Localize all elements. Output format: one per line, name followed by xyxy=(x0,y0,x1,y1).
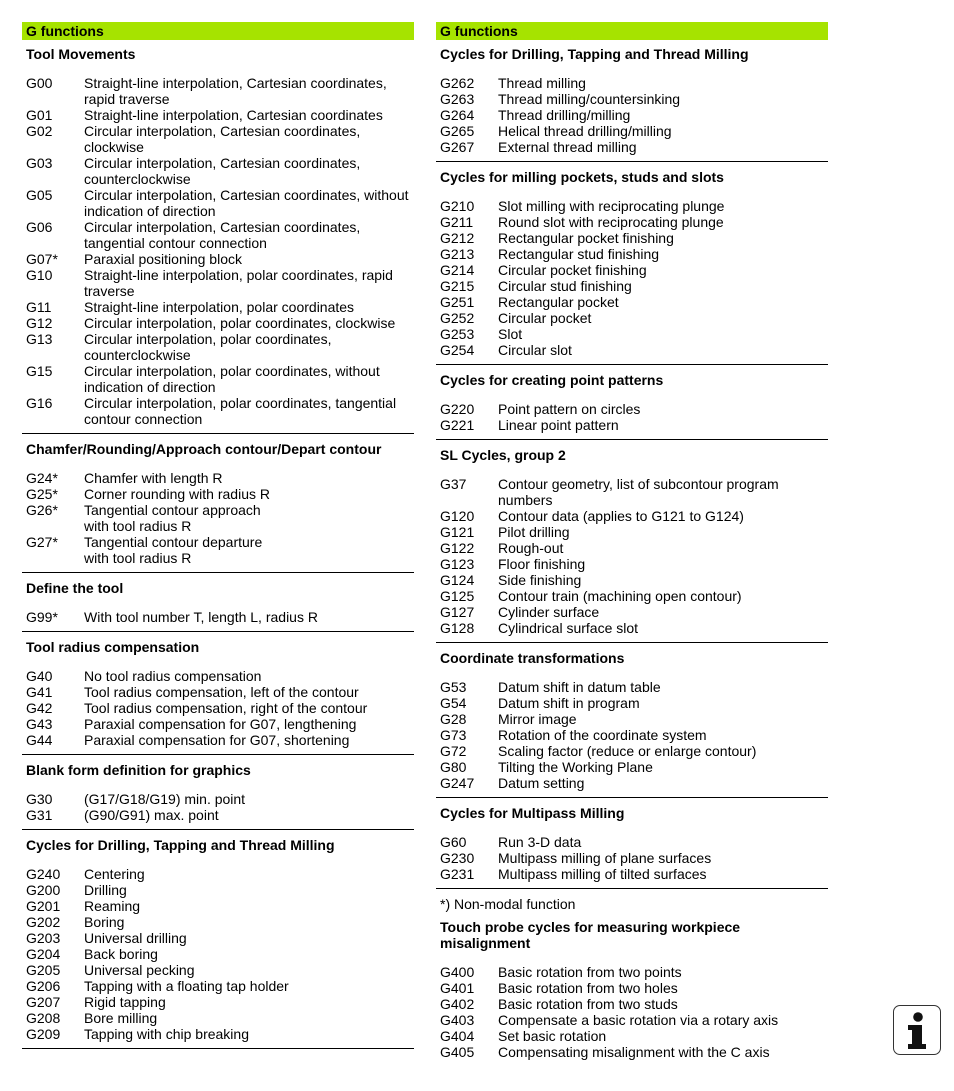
section-title: Define the tool xyxy=(26,580,124,596)
section-title: Tool Movements xyxy=(26,46,136,62)
function-row xyxy=(440,588,828,604)
function-row xyxy=(440,230,828,246)
section xyxy=(436,643,828,798)
section-body xyxy=(22,62,414,427)
g-code: G15 xyxy=(26,363,53,379)
g-code: G404 xyxy=(440,1028,475,1044)
g-code: G405 xyxy=(440,1044,475,1060)
g-code-description: Tool radius compensation, right of the contour xyxy=(84,700,368,716)
function-row xyxy=(26,75,414,107)
g-code-description: Circular pocket xyxy=(498,310,592,326)
function-row xyxy=(440,107,828,123)
section-title: Cycles for creating point patterns xyxy=(440,372,664,388)
function-row xyxy=(440,759,828,775)
section-title: SL Cycles, group 2 xyxy=(440,447,566,463)
right-column xyxy=(436,22,828,1060)
g-code: G203 xyxy=(26,930,61,946)
g-code-description: No tool radius compensation xyxy=(84,668,262,684)
function-row xyxy=(26,155,414,187)
g-code: G231 xyxy=(440,866,475,882)
function-row xyxy=(440,679,828,695)
section-title: Touch probe cycles for measuring workpiece misalignment xyxy=(440,919,741,951)
g-code: G12 xyxy=(26,315,53,331)
g-code-description: Thread milling/countersinking xyxy=(498,91,681,107)
g-code-description: Rigid tapping xyxy=(84,994,166,1010)
g-code: G31 xyxy=(26,807,53,823)
function-row xyxy=(26,668,414,684)
g-code-description: Corner rounding with radius R xyxy=(84,486,270,502)
section-title: Cycles for Multipass Milling xyxy=(440,805,625,821)
g-code: G120 xyxy=(440,508,475,524)
g-code-description: Side finishing xyxy=(498,572,582,588)
function-row xyxy=(26,331,414,363)
function-row xyxy=(26,315,414,331)
section-title: Cycles for milling pockets, studs and slots xyxy=(440,169,724,185)
g-code-description: Straight-line interpolation, polar coordinates, rapid traverse xyxy=(84,267,393,299)
g-code-description: Slot milling with reciprocating plunge xyxy=(498,198,725,214)
g-code: G208 xyxy=(26,1010,61,1026)
function-row xyxy=(26,930,414,946)
section xyxy=(436,798,828,889)
function-row xyxy=(440,342,828,358)
g-code-description: Straight-line interpolation, Cartesian coordinates xyxy=(84,107,383,123)
function-row xyxy=(26,962,414,978)
section xyxy=(22,830,414,1049)
g-code-description: Cylinder surface xyxy=(498,604,600,620)
g-code-description: Universal pecking xyxy=(84,962,195,978)
g-code: G127 xyxy=(440,604,475,620)
g-code: G121 xyxy=(440,524,475,540)
section-body xyxy=(436,463,828,636)
g-code: G204 xyxy=(26,946,61,962)
g-code-description: (G17/G18/G19) min. point xyxy=(84,791,246,807)
g-code-description: Circular interpolation, Cartesian coordinates, without indication of direction xyxy=(84,187,409,219)
g-code-description: Bore milling xyxy=(84,1010,158,1026)
g-code: G27* xyxy=(26,534,58,550)
section-body xyxy=(22,778,414,823)
section xyxy=(436,440,828,643)
function-row xyxy=(440,401,828,417)
g-code: G214 xyxy=(440,262,475,278)
g-code-description: Contour data (applies to G121 to G124) xyxy=(498,508,744,524)
g-code: G26* xyxy=(26,502,58,518)
g-code: G40 xyxy=(26,668,53,684)
g-code: G403 xyxy=(440,1012,475,1028)
left-column xyxy=(22,22,414,1049)
g-code: G37 xyxy=(440,476,467,492)
section-body xyxy=(436,951,828,1060)
function-row xyxy=(440,1012,828,1028)
function-row xyxy=(440,326,828,342)
section xyxy=(22,40,414,434)
function-row xyxy=(26,251,414,267)
section xyxy=(436,365,828,440)
g-code-description: Circular pocket finishing xyxy=(498,262,647,278)
g-code-description: Circular interpolation, polar coordinates, tangential contour connection xyxy=(84,395,397,427)
g-code-description: Tool radius compensation, left of the contour xyxy=(84,684,359,700)
g-code-description: Paraxial compensation for G07, shortening xyxy=(84,732,350,748)
g-code: G00 xyxy=(26,75,53,91)
g-code-description: Datum setting xyxy=(498,775,585,791)
g-code: G11 xyxy=(26,299,52,315)
g-code-description: Thread drilling/milling xyxy=(498,107,631,123)
function-row xyxy=(440,540,828,556)
function-row xyxy=(440,711,828,727)
section-body xyxy=(22,596,414,625)
function-row xyxy=(26,486,414,502)
section-title: Tool radius compensation xyxy=(26,639,200,655)
section-divider xyxy=(22,1048,414,1049)
g-code-description: Boring xyxy=(84,914,125,930)
g-code-description: Universal drilling xyxy=(84,930,187,946)
g-code: G252 xyxy=(440,310,475,326)
g-code-description: Circular interpolation, Cartesian coordinates, counterclockwise xyxy=(84,155,361,187)
g-code-description: Mirror image xyxy=(498,711,577,727)
function-row xyxy=(440,850,828,866)
function-row xyxy=(440,866,828,882)
g-code: G267 xyxy=(440,139,475,155)
g-code-description: Datum shift in datum table xyxy=(498,679,661,695)
g-code-description: Circular slot xyxy=(498,342,572,358)
function-row xyxy=(440,294,828,310)
g-code: G07* xyxy=(26,251,58,267)
column-header: G functions xyxy=(22,22,414,40)
function-row xyxy=(26,914,414,930)
g-code-description: Basic rotation from two holes xyxy=(498,980,678,996)
g-code: G125 xyxy=(440,588,475,604)
section-body xyxy=(436,388,828,433)
g-code: G54 xyxy=(440,695,467,711)
g-code-description: Datum shift in program xyxy=(498,695,640,711)
section-body xyxy=(436,821,828,882)
function-row xyxy=(26,470,414,486)
g-code-description: External thread milling xyxy=(498,139,637,155)
g-code: G06 xyxy=(26,219,53,235)
g-code: G128 xyxy=(440,620,475,636)
g-code-description: Cylindrical surface slot xyxy=(498,620,639,636)
g-code-description: Rectangular pocket xyxy=(498,294,619,310)
function-row xyxy=(26,219,414,251)
function-row xyxy=(440,572,828,588)
g-code: G207 xyxy=(26,994,61,1010)
g-code-description: Tapping with a floating tap holder xyxy=(84,978,289,994)
g-code: G220 xyxy=(440,401,475,417)
g-code: G213 xyxy=(440,246,475,262)
g-code-description: Compensating misalignment with the C axis xyxy=(498,1044,770,1060)
g-code: G401 xyxy=(440,980,475,996)
g-code-description: Circular interpolation, polar coordinates, clockwise xyxy=(84,315,396,331)
function-row xyxy=(440,508,828,524)
g-code: G122 xyxy=(440,540,475,556)
g-code-description: Chamfer with length R xyxy=(84,470,223,486)
g-code: G212 xyxy=(440,230,475,246)
g-code: G30 xyxy=(26,791,53,807)
g-code: G205 xyxy=(26,962,61,978)
function-row xyxy=(440,620,828,636)
g-code-description: Multipass milling of plane surfaces xyxy=(498,850,712,866)
function-row xyxy=(440,417,828,433)
function-row xyxy=(26,716,414,732)
column-header: G functions xyxy=(436,22,828,40)
function-row xyxy=(440,91,828,107)
g-code: G262 xyxy=(440,75,475,91)
function-row xyxy=(440,727,828,743)
g-code: G251 xyxy=(440,294,475,310)
section-body xyxy=(22,853,414,1042)
function-row xyxy=(26,534,414,566)
g-code-description: Centering xyxy=(84,866,145,882)
g-code: G73 xyxy=(440,727,467,743)
g-code: G215 xyxy=(440,278,475,294)
section xyxy=(436,40,828,162)
g-code: G254 xyxy=(440,342,475,358)
g-code: G253 xyxy=(440,326,475,342)
g-code-description: Multipass milling of tilted surfaces xyxy=(498,866,707,882)
function-row xyxy=(26,684,414,700)
right-sections xyxy=(436,40,828,889)
function-row xyxy=(440,604,828,620)
function-row xyxy=(26,1026,414,1042)
function-row xyxy=(440,262,828,278)
g-code-description: Straight-line interpolation, Cartesian coordinates, rapid traverse xyxy=(84,75,387,107)
g-code-description: Straight-line interpolation, polar coordinates xyxy=(84,299,355,315)
section xyxy=(22,755,414,830)
function-row xyxy=(440,695,828,711)
section xyxy=(22,434,414,573)
function-row xyxy=(440,775,828,791)
section xyxy=(436,912,828,1060)
g-code: G25* xyxy=(26,486,58,502)
function-row xyxy=(440,556,828,572)
g-code-description: With tool number T, length L, radius R xyxy=(84,609,318,625)
function-row xyxy=(26,299,414,315)
function-row xyxy=(26,502,414,534)
function-row xyxy=(26,866,414,882)
g-code-description: Back boring xyxy=(84,946,158,962)
function-row xyxy=(26,123,414,155)
g-code: G211 xyxy=(440,214,474,230)
function-row xyxy=(440,980,828,996)
function-row xyxy=(440,964,828,980)
function-row xyxy=(440,246,828,262)
g-code-description: Paraxial compensation for G07, lengthening xyxy=(84,716,357,732)
section-body xyxy=(436,62,828,155)
g-code-description: Point pattern on circles xyxy=(498,401,641,417)
g-code-description: Contour train (machining open contour) xyxy=(498,588,742,604)
g-code-description: Circular stud finishing xyxy=(498,278,632,294)
function-row xyxy=(440,75,828,91)
function-row xyxy=(26,609,414,625)
g-code: G210 xyxy=(440,198,475,214)
g-code: G206 xyxy=(26,978,61,994)
section-body xyxy=(22,655,414,748)
section-title: Blank form definition for graphics xyxy=(26,762,251,778)
function-row xyxy=(440,214,828,230)
function-row xyxy=(440,310,828,326)
g-code-description: Floor finishing xyxy=(498,556,586,572)
section xyxy=(436,162,828,365)
g-code-description: Scaling factor (reduce or enlarge contour) xyxy=(498,743,757,759)
function-row xyxy=(26,107,414,123)
g-code: G03 xyxy=(26,155,53,171)
g-code-description: Run 3-D data xyxy=(498,834,582,850)
g-code: G28 xyxy=(440,711,467,727)
g-code: G265 xyxy=(440,123,475,139)
g-code-description: Compensate a basic rotation via a rotary axis xyxy=(498,1012,779,1028)
function-row xyxy=(440,834,828,850)
g-code: G209 xyxy=(26,1026,61,1042)
section-title: Chamfer/Rounding/Approach contour/Depart contour xyxy=(26,441,382,457)
g-code-description: Rectangular pocket finishing xyxy=(498,230,674,246)
function-row xyxy=(26,807,414,823)
g-code: G202 xyxy=(26,914,61,930)
g-code-description: Thread milling xyxy=(498,75,586,91)
g-code-description: Rotation of the coordinate system xyxy=(498,727,707,743)
function-row xyxy=(26,395,414,427)
g-code-description: Reaming xyxy=(84,898,141,914)
final-section-container xyxy=(436,912,828,1060)
g-code-description: Tapping with chip breaking xyxy=(84,1026,249,1042)
function-row xyxy=(440,996,828,1012)
g-code-description: Slot xyxy=(498,326,523,342)
function-row xyxy=(440,198,828,214)
g-code: G402 xyxy=(440,996,475,1012)
function-row xyxy=(26,978,414,994)
g-code-description: Linear point pattern xyxy=(498,417,619,433)
g-code-description: Circular interpolation, polar coordinates, without indication of direction xyxy=(84,363,380,395)
g-code: G24* xyxy=(26,470,58,486)
function-row xyxy=(440,1028,828,1044)
g-code: G05 xyxy=(26,187,53,203)
function-row xyxy=(440,1044,828,1060)
g-code: G80 xyxy=(440,759,467,775)
g-code-description: Contour geometry, list of subcontour program numbers xyxy=(498,476,779,508)
info-glyph xyxy=(894,1006,939,1053)
function-row xyxy=(26,267,414,299)
section-title: Coordinate transformations xyxy=(440,650,625,666)
g-code: G44 xyxy=(26,732,53,748)
g-code: G247 xyxy=(440,775,475,791)
function-row xyxy=(26,882,414,898)
section-title: Cycles for Drilling, Tapping and Thread Milling xyxy=(440,46,749,62)
g-code-description: (G90/G91) max. point xyxy=(84,807,219,823)
g-code-description: Basic rotation from two points xyxy=(498,964,682,980)
section-body xyxy=(436,666,828,791)
function-row xyxy=(26,732,414,748)
g-code: G42 xyxy=(26,700,53,716)
g-code: G99* xyxy=(26,609,58,625)
g-code: G01 xyxy=(26,107,53,123)
section xyxy=(22,632,414,755)
g-code: G41 xyxy=(26,684,53,700)
g-code: G264 xyxy=(440,107,475,123)
g-code: G124 xyxy=(440,572,475,588)
function-row xyxy=(440,278,828,294)
section-title: Cycles for Drilling, Tapping and Thread Milling xyxy=(26,837,335,853)
function-row xyxy=(26,791,414,807)
g-code-description: Circular interpolation, Cartesian coordinates, clockwise xyxy=(84,123,361,155)
left-sections xyxy=(22,40,414,1049)
function-row xyxy=(440,139,828,155)
g-code: G123 xyxy=(440,556,475,572)
function-row xyxy=(26,187,414,219)
g-code-description: Tangential contour approach with tool radius R xyxy=(84,502,261,534)
g-code-description: Rough-out xyxy=(498,540,564,556)
g-code: G02 xyxy=(26,123,53,139)
function-row xyxy=(26,363,414,395)
section-body xyxy=(22,457,414,566)
g-code: G13 xyxy=(26,331,53,347)
g-code: G201 xyxy=(26,898,61,914)
g-code-description: Helical thread drilling/milling xyxy=(498,123,672,139)
function-row xyxy=(26,898,414,914)
section xyxy=(22,573,414,632)
g-code-description: Set basic rotation xyxy=(498,1028,607,1044)
g-code-description: Round slot with reciprocating plunge xyxy=(498,214,724,230)
g-code: G16 xyxy=(26,395,53,411)
g-code-description: Pilot drilling xyxy=(498,524,570,540)
g-code-description: Basic rotation from two studs xyxy=(498,996,678,1012)
g-code: G10 xyxy=(26,267,53,283)
g-code: G240 xyxy=(26,866,61,882)
g-code: G53 xyxy=(440,679,467,695)
g-code: G221 xyxy=(440,417,475,433)
g-code: G200 xyxy=(26,882,61,898)
function-row xyxy=(26,700,414,716)
g-code-description: Tangential contour departure with tool radius R xyxy=(84,534,263,566)
function-row xyxy=(26,994,414,1010)
section-body xyxy=(436,185,828,358)
g-code-description: Tilting the Working Plane xyxy=(498,759,653,775)
function-row xyxy=(440,476,828,508)
g-code-description: Paraxial positioning block xyxy=(84,251,242,267)
function-row xyxy=(26,1010,414,1026)
info-icon[interactable] xyxy=(893,1005,941,1055)
g-code: G60 xyxy=(440,834,467,850)
footnote: *) Non-modal function xyxy=(440,896,576,912)
g-code: G43 xyxy=(26,716,53,732)
g-code-description: Circular interpolation, Cartesian coordinates, tangential contour connection xyxy=(84,219,361,251)
g-code-description: Rectangular stud finishing xyxy=(498,246,660,262)
function-row xyxy=(440,524,828,540)
g-code: G72 xyxy=(440,743,467,759)
g-code-description: Drilling xyxy=(84,882,127,898)
g-code: G263 xyxy=(440,91,475,107)
function-row xyxy=(440,743,828,759)
function-row xyxy=(26,946,414,962)
g-code: G400 xyxy=(440,964,475,980)
function-row xyxy=(440,123,828,139)
g-code-description: Circular interpolation, polar coordinates, counterclockwise xyxy=(84,331,332,363)
g-code: G230 xyxy=(440,850,475,866)
